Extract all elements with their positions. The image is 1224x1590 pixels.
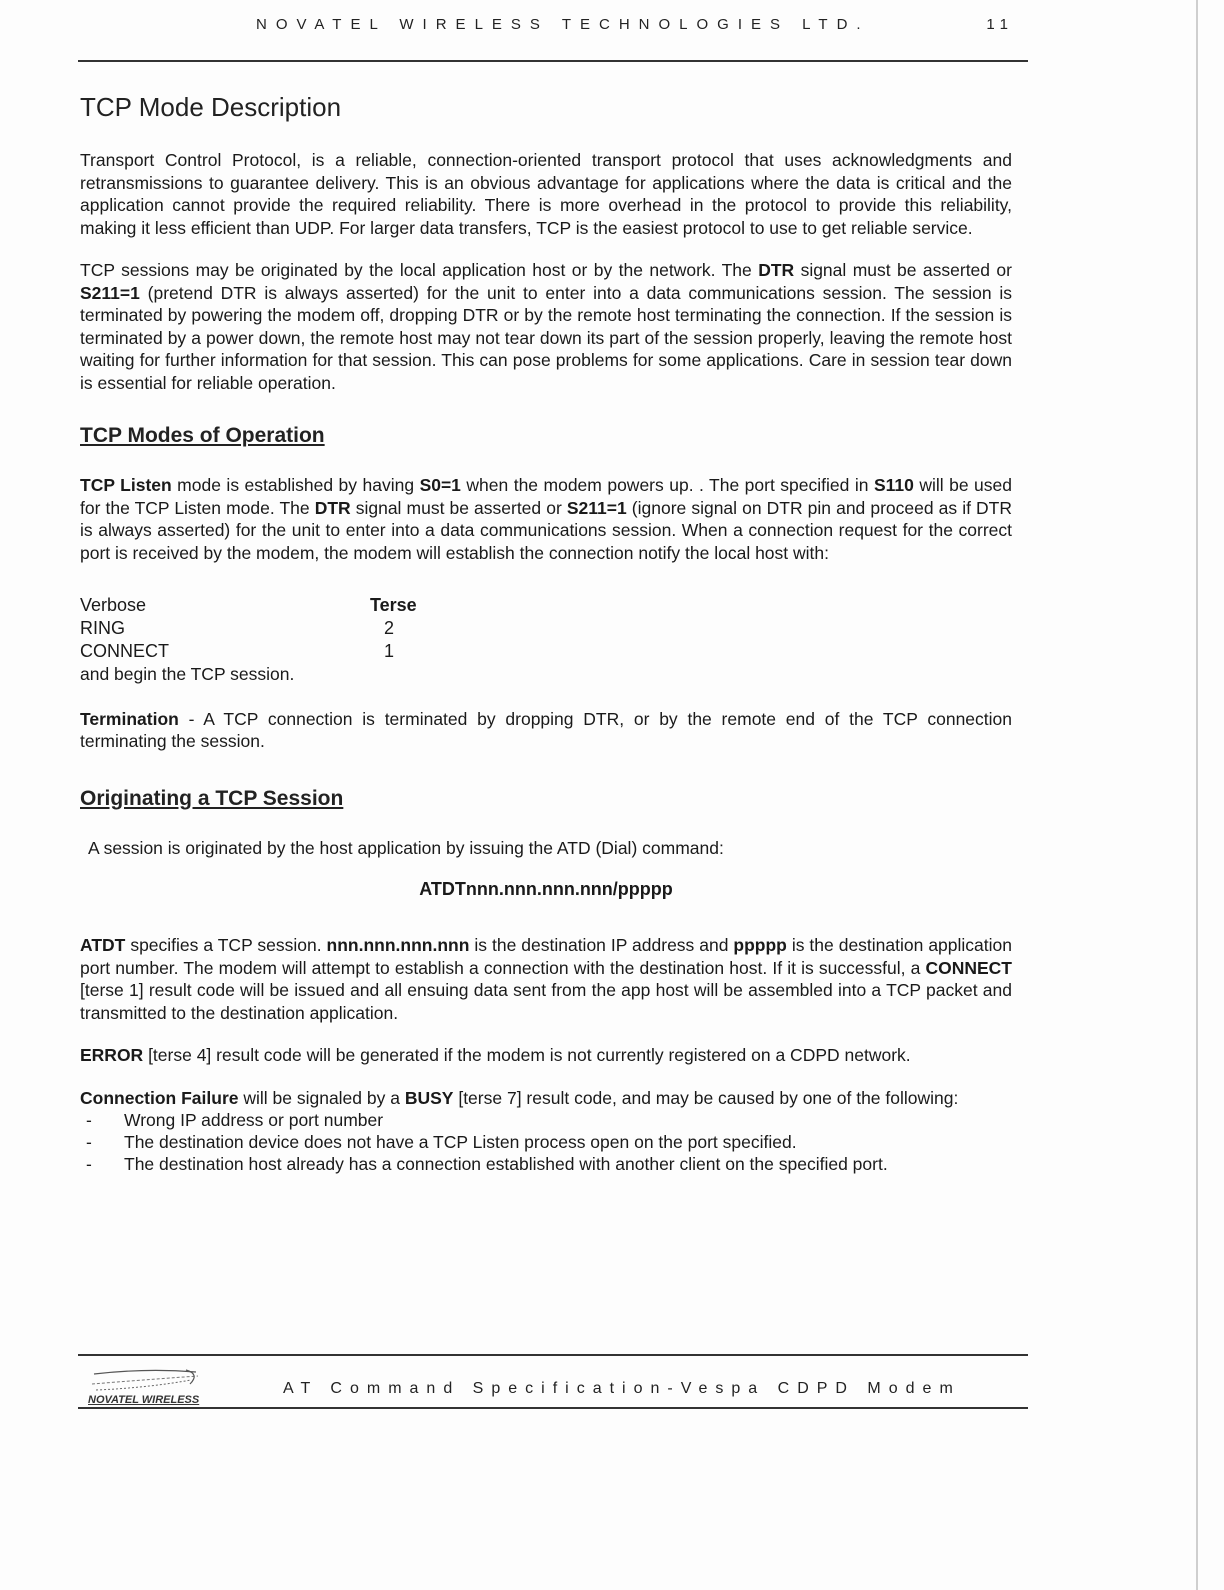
text-run: - A TCP connection is terminated by dropping DTR, or by the remote end of the TCP connection terminating the session. — [80, 708, 1012, 751]
list-item: - The destination device does not have a TCP Listen process open on the port specified. — [80, 1131, 1012, 1153]
text-run: specifies a TCP session. — [125, 935, 327, 955]
paragraph-originate: A session is originated by the host application by issuing the ATD (Dial) command: — [88, 837, 724, 858]
paragraph-error — [80, 1044, 1012, 1067]
paragraph-connection-failure — [80, 1087, 1012, 1110]
bold-run: ppppp — [733, 935, 787, 955]
text-run: TCP sessions may be originated by the local application host or by the network. The — [80, 260, 759, 280]
footer-title: AT Command Specification-Vespa CDPD Modem — [283, 1380, 961, 1397]
section-title-tcp-modes: TCP Modes of Operation — [80, 424, 325, 447]
text-run: when the modem powers up. . The port specified in — [460, 475, 874, 495]
bold-run: Termination — [80, 708, 179, 729]
table-cell: 1 — [384, 641, 395, 661]
table-cell: 2 — [384, 618, 395, 638]
text-run: will be used for the TCP Listen mode. The — [80, 475, 1012, 518]
text-run: will be signaled by a — [238, 1087, 405, 1108]
paragraph-tcp-intro: Transport Control Protocol, is a reliable, connection-oriented transport protocol that uses acknowledgments and retransmissions to guarantee delivery. This is an obvious advantage for applications where the data is critical and the application cannot provide the required reliability. There is more overhead in the protocol to provide this reliability, making it less efficient than UDP. For larger data transfers, TCP is the easiest protocol to use to get reliable service. — [80, 150, 1012, 238]
bold-run: TCP Listen — [80, 475, 172, 495]
footer-rule-top — [78, 1354, 1028, 1356]
page-content — [80, 92, 1012, 1175]
text-run: [terse 4] result code will be generated if the modem is not currently registered on a CDPD network. — [143, 1045, 911, 1065]
list-item: - The destination host already has a connection established with another client on the specified port. — [80, 1153, 1012, 1175]
text-run: signal must be asserted or — [350, 497, 567, 518]
page-edge — [1196, 0, 1198, 1590]
result-code-table — [80, 594, 1012, 663]
bold-run: S110 — [873, 475, 914, 495]
text-run: signal must be asserted or — [794, 260, 1012, 280]
bold-run: DTR — [314, 497, 351, 518]
text-run: is the destination application port number. The modem will attempt to establish a connection with the destination host. If it is successful, a — [80, 935, 1012, 978]
text-run: [terse 7] result code, and may be caused by one of the following: — [453, 1087, 959, 1108]
bold-run: BUSY — [404, 1087, 454, 1108]
footer-logo-text: NOVATEL WIRELESS — [88, 1394, 200, 1406]
list-item: - Wrong IP address or port number — [80, 1109, 1012, 1131]
paragraph-begin-session: and begin the TCP session. — [80, 664, 295, 684]
bold-run: nnn.nnn.nnn.nnn — [326, 935, 470, 955]
section-title-tcp-mode-description: TCP Mode Description — [80, 92, 342, 122]
bold-run: S211=1 — [80, 282, 140, 303]
text-run: (ignore signal on DTR pin and proceed as if DTR is always asserted) for the unit to enter into a data communications session. When a connection request for the correct port is received by the modem, the modem will establish the connection notify the local host with: — [80, 497, 1012, 563]
bold-run: ATDT — [80, 935, 126, 955]
header-rule — [78, 60, 1028, 62]
table-cell: RING — [80, 618, 125, 638]
paragraph-termination — [80, 708, 1012, 753]
bold-run: Connection Failure — [80, 1087, 239, 1108]
bold-run: S0=1 — [419, 475, 461, 495]
paragraph-tcp-sessions — [80, 259, 1012, 394]
bold-run: CONNECT — [925, 957, 1012, 978]
table-cell: CONNECT — [80, 641, 169, 661]
footer-rule-bottom — [78, 1407, 1028, 1409]
bold-run: S211=1 — [566, 497, 627, 518]
text-run: is the destination IP address and — [469, 935, 734, 955]
paragraph-tcp-listen — [80, 474, 1012, 564]
section-title-originating: Originating a TCP Session — [80, 786, 344, 810]
failure-causes-list — [80, 1109, 1012, 1175]
page-header — [78, 12, 1028, 62]
paragraph-atdt — [80, 934, 1012, 1024]
text-run: (pretend DTR is always asserted) for the unit to enter into a data communications session. The session is terminated by powering the modem off, dropping DTR or by the remote host terminating the connection. If the session is terminated by a power down, the remote host may not tear down its part of the session properly, leaving the remote host waiting for further information for that session. This can pose problems for some applications. Care in session tear down is essential for reliable operation. — [80, 282, 1012, 393]
bold-run: ERROR — [80, 1045, 144, 1065]
header-title: NOVATEL WIRELESS TECHNOLOGIES LTD. — [256, 16, 870, 33]
table-header-terse: Terse — [370, 595, 417, 615]
text-run: mode is established by having — [171, 475, 420, 495]
atdt-command: ATDTnnn.nnn.nnn.nnn/ppppp — [419, 879, 673, 899]
text-run: [terse 1] result code will be issued and all ensuing data sent from the app host will be assembled into a TCP packet and transmitted to the destination application. — [80, 980, 1012, 1023]
table-header-verbose: Verbose — [80, 595, 147, 615]
bold-run: DTR — [758, 260, 795, 280]
page-number: 11 — [986, 16, 1014, 33]
